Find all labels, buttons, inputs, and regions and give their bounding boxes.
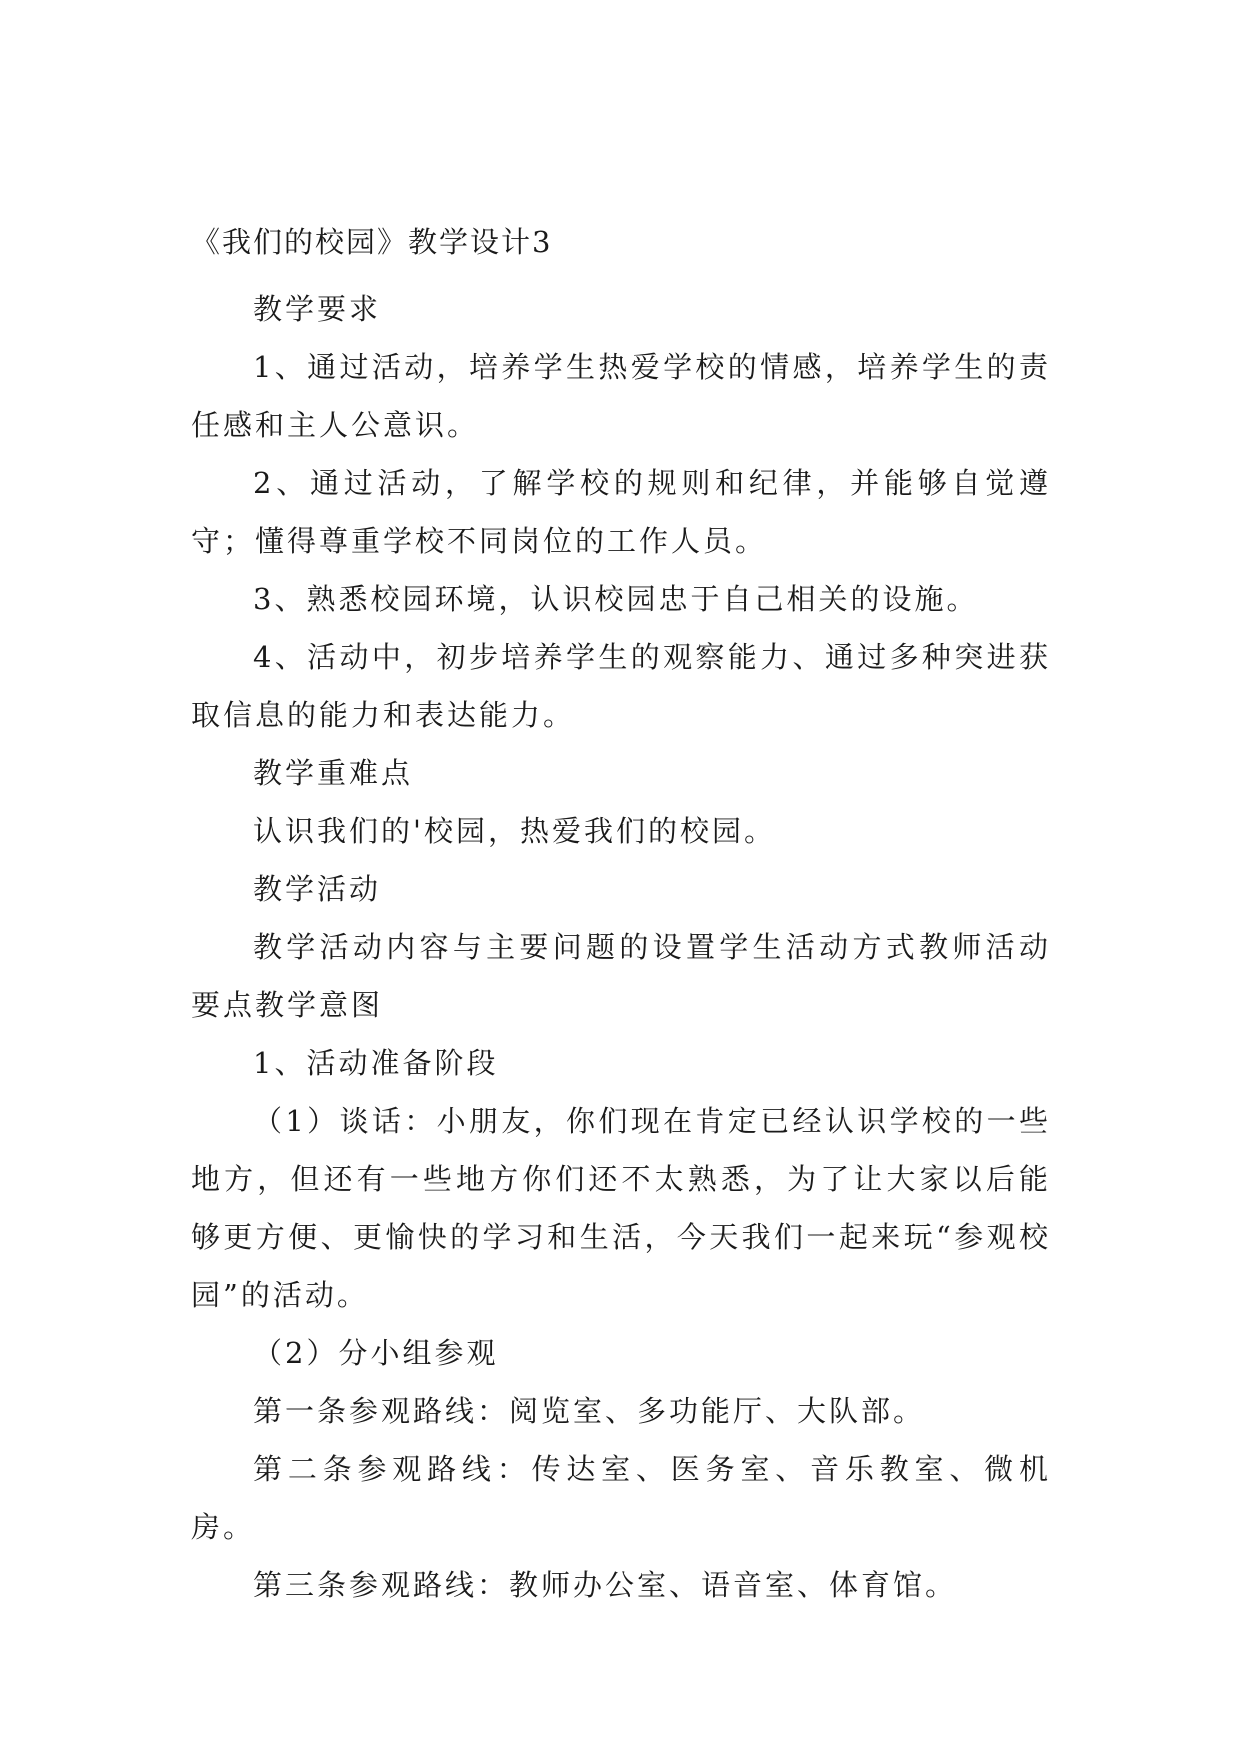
activity-talk-paragraph: （1）谈话：小朋友，你们现在肯定已经认识学校的一些地方，但还有一些地方你们还不太熟悉，为了让大家以后能够更方便、更愉快的学习和生活，今天我们一起来玩“参观校园”的活动。: [191, 1104, 1051, 1312]
activity-group-visit: （2）分小组参观: [253, 1336, 499, 1370]
document-body: [191, 222, 1051, 1614]
visit-route-1: 第一条参观路线：阅览室、多功能厅、大队部。: [253, 1394, 926, 1428]
activities-table-header-text: 教学活动内容与主要问题的设置学生活动方式教师活动要点教学意图: [191, 930, 1051, 1022]
requirement-item-3: 3、熟悉校园环境，认识校园忠于自己相关的设施。: [253, 582, 979, 616]
activity-stage-1: 1、活动准备阶段: [253, 1046, 499, 1080]
visit-route-3: 第三条参观路线：教师办公室、语音室、体育馆。: [253, 1568, 958, 1602]
heading-key-points: 教学重难点: [253, 756, 414, 790]
visit-route-2: 第二条参观路线：传达室、医务室、音乐教室、微机房。: [191, 1452, 1051, 1544]
requirement-item-2: 2、通过活动，了解学校的规则和纪律，并能够自觉遵守；懂得尊重学校不同岗位的工作人员。: [191, 466, 1051, 558]
key-points-text: 认识我们的'校园，热爱我们的校园。: [253, 814, 776, 848]
document-title: 《我们的校园》教学设计3: [191, 225, 553, 259]
heading-teaching-activities: 教学活动: [253, 872, 382, 906]
requirement-item-4: 4、活动中，初步培养学生的观察能力、通过多种突进获取信息的能力和表达能力。: [191, 640, 1051, 732]
requirement-item-1: 1、通过活动，培养学生热爱学校的情感，培养学生的责任感和主人公意识。: [191, 350, 1051, 442]
heading-teaching-requirements: 教学要求: [253, 292, 382, 326]
